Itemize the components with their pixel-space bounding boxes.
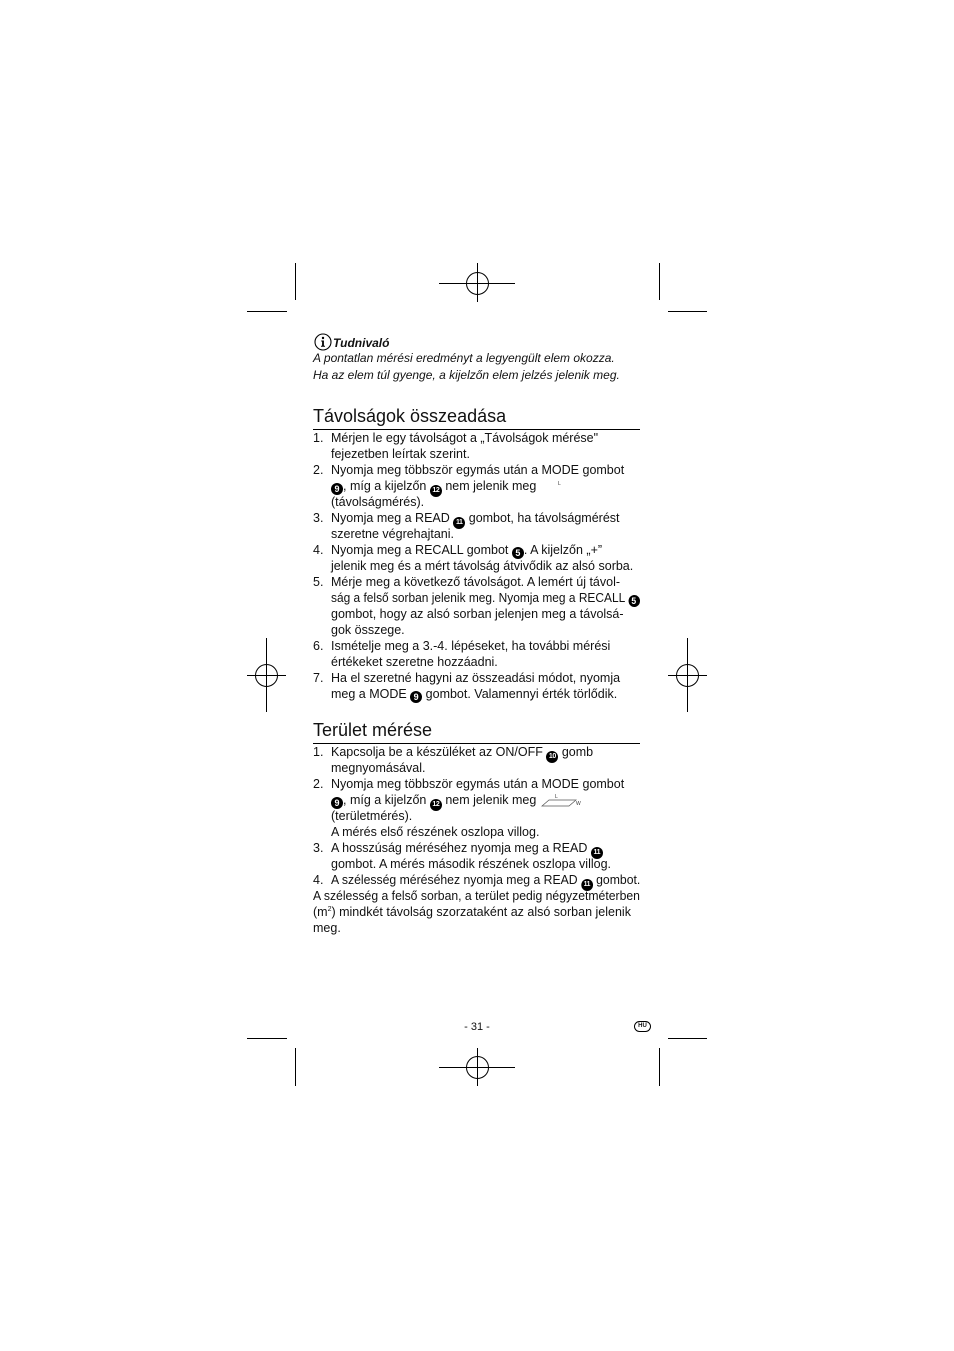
text-run: jelenik meg és a mért távolság átvivődik az alsó sorba. [331,559,634,573]
crop-mark-top-right [660,263,708,312]
section-heading: Távolságok összeadása [313,404,640,430]
text-run: Nyomja meg többször egymás után a MODE gombot [331,463,625,477]
text-run: (m [313,905,328,919]
text-run: Ismételje meg a 3.-4. lépéseket, ha további mérési [331,639,611,653]
text-run: Nyomja meg a READ [331,511,454,525]
list-item-number: 1. [313,745,324,759]
text-line [331,744,640,760]
text-line [331,670,640,686]
text-line [331,446,640,462]
list-item-number: 2. [313,777,324,791]
list-item-number: 2. [313,463,324,477]
text-line [331,638,640,654]
symbol-letter: W [576,801,582,807]
text-line [331,760,640,776]
result-paragraph [313,888,640,936]
text-run: Mérje meg a következő távolságot. A lemért új távol- [331,575,621,589]
list-item-number: 4. [313,543,324,557]
registration-mark-left [247,638,286,712]
text-line [331,590,637,606]
crop-mark-bottom-right [660,1039,708,1087]
text-run: értékeket szeretne hozzáadni. [331,655,498,669]
list-item-number: 3. [313,841,324,855]
list-item [313,542,640,574]
section-area-measurement [313,718,640,936]
crop-mark-top-left [247,263,296,312]
list-item [313,776,640,840]
reference-number-badge: 9 [331,483,343,495]
text-run: meg a MODE [331,687,411,701]
crop-mark-bottom-left [247,1039,296,1087]
text-line [331,430,640,446]
list-item-number: 1. [313,431,324,445]
text-run: (távolságmérés). [331,495,425,509]
text-run: gomb [558,745,594,759]
text-run: A szélesség a felső sorban, a terület pedig négyzetméterben [313,889,640,903]
text-line [331,776,640,792]
reference-number-badge: 12 [430,799,442,811]
text-run: . A kijelzőn „+” [523,543,603,557]
numbered-list [313,744,640,888]
text-run: gombot, hogy az alsó sorban jelenjen meg a távolsá- [331,607,624,621]
note-line: A pontatlan mérési eredményt a legyengült elem okozza. [313,351,615,365]
reference-number-badge: 5 [628,595,639,607]
info-icon [314,333,332,351]
symbol-letter: L [558,481,562,487]
symbol-letter: L [555,794,559,800]
text-line [331,808,640,824]
list-item [313,510,640,542]
text-run: ) mindkét távolság szorzataként az alsó sorban jelenik [331,905,631,919]
list-item [313,638,640,670]
list-item-number: 7. [313,671,324,685]
list-item [313,430,640,462]
text-run: (területmérés). [331,809,413,823]
section-distance-addition [313,404,640,702]
reference-number-badge: 9 [410,691,422,703]
text-line [331,558,640,574]
text-line [331,856,640,872]
text-line [331,792,640,808]
text-run: gok összege. [331,623,405,637]
page-number: - 31 - [464,1021,490,1033]
text-line [313,888,640,904]
reference-number-badge: 9 [331,797,343,809]
text-line [331,526,640,542]
reference-number-badge: 10 [546,751,558,763]
text-run: Nyomja meg a RECALL gombot [331,543,512,557]
text-line [331,462,640,478]
area-outline [542,800,576,806]
distance-mode-symbol [536,479,582,493]
text-run: nem jelenik meg [441,479,537,493]
numbered-list [313,430,640,702]
text-run: Kapcsolja be a készüléket az ON/OFF [331,745,547,759]
text-run: gombot. [592,873,641,887]
text-run: megnyomásával. [331,761,426,775]
text-run: ság a felső sorban jelenik meg. Nyomja meg a RECALL [331,591,629,605]
list-item [313,670,640,702]
text-line [331,686,640,702]
text-line [331,840,640,856]
list-item [313,462,640,510]
reference-number-badge: 11 [591,847,603,859]
list-item-number: 4. [313,873,324,887]
text-line [331,872,641,888]
text-run: gombot. A mérés második részének oszlopa villog. [331,857,611,871]
list-item-number: 3. [313,511,324,525]
text-run: A szélesség méréséhez nyomja meg a READ [331,873,581,887]
note-body [313,350,620,384]
text-run: A hosszúság méréséhez nyomja meg a READ [331,841,591,855]
reference-number-badge: 12 [430,485,442,497]
superscript: 2 [327,906,332,913]
text-run: fejezetben leírtak szerint. [331,447,470,461]
text-run: , míg a kijelzőn [343,793,430,807]
text-run: Ha el szeretné hagyni az összeadási módot, nyomja [331,671,621,685]
reference-number-badge: 5 [512,547,524,559]
reference-number-badge: 11 [453,517,465,529]
registration-mark-bottom [439,1048,515,1086]
distance-mode-symbol-graphic [536,479,582,493]
text-run: Mérjen le egy távolságot a „Távolságok mérése" [331,431,599,445]
text-line [331,494,640,510]
list-item [313,574,640,638]
list-item-number: 5. [313,575,324,589]
text-line [331,824,640,840]
text-run: A mérés első részének oszlopa villog. [331,825,540,839]
reference-number-badge: 11 [581,879,593,891]
registration-mark-top [439,263,515,302]
text-line [331,574,640,590]
note-title: Tudnivaló [333,336,390,350]
language-badge: HU [634,1021,651,1032]
registration-mark-right [668,638,707,712]
area-mode-symbol-graphic [536,793,582,807]
section-heading: Terület mérése [313,718,640,744]
list-item [313,744,640,776]
text-line [331,478,640,494]
text-line [313,904,640,920]
text-run: gombot. Valamennyi érték törlődik. [422,687,618,701]
text-line [331,622,640,638]
text-run: gombot, ha távolságmérést [465,511,620,525]
note-line: Ha az elem túl gyenge, a kijelzőn elem jelzés jelenik meg. [313,368,620,382]
area-mode-symbol [536,793,582,807]
text-line [331,542,640,558]
text-line [331,510,640,526]
text-line [331,606,640,622]
text-run: Nyomja meg többször egymás után a MODE gombot [331,777,625,791]
list-item [313,872,640,888]
list-item [313,840,640,872]
text-line [313,920,640,936]
text-run: szeretne végrehajtani. [331,527,454,541]
text-run: , míg a kijelzőn [343,479,430,493]
text-run: meg. [313,921,341,935]
list-item-number: 6. [313,639,324,653]
text-line [331,654,640,670]
text-run: nem jelenik meg [441,793,537,807]
